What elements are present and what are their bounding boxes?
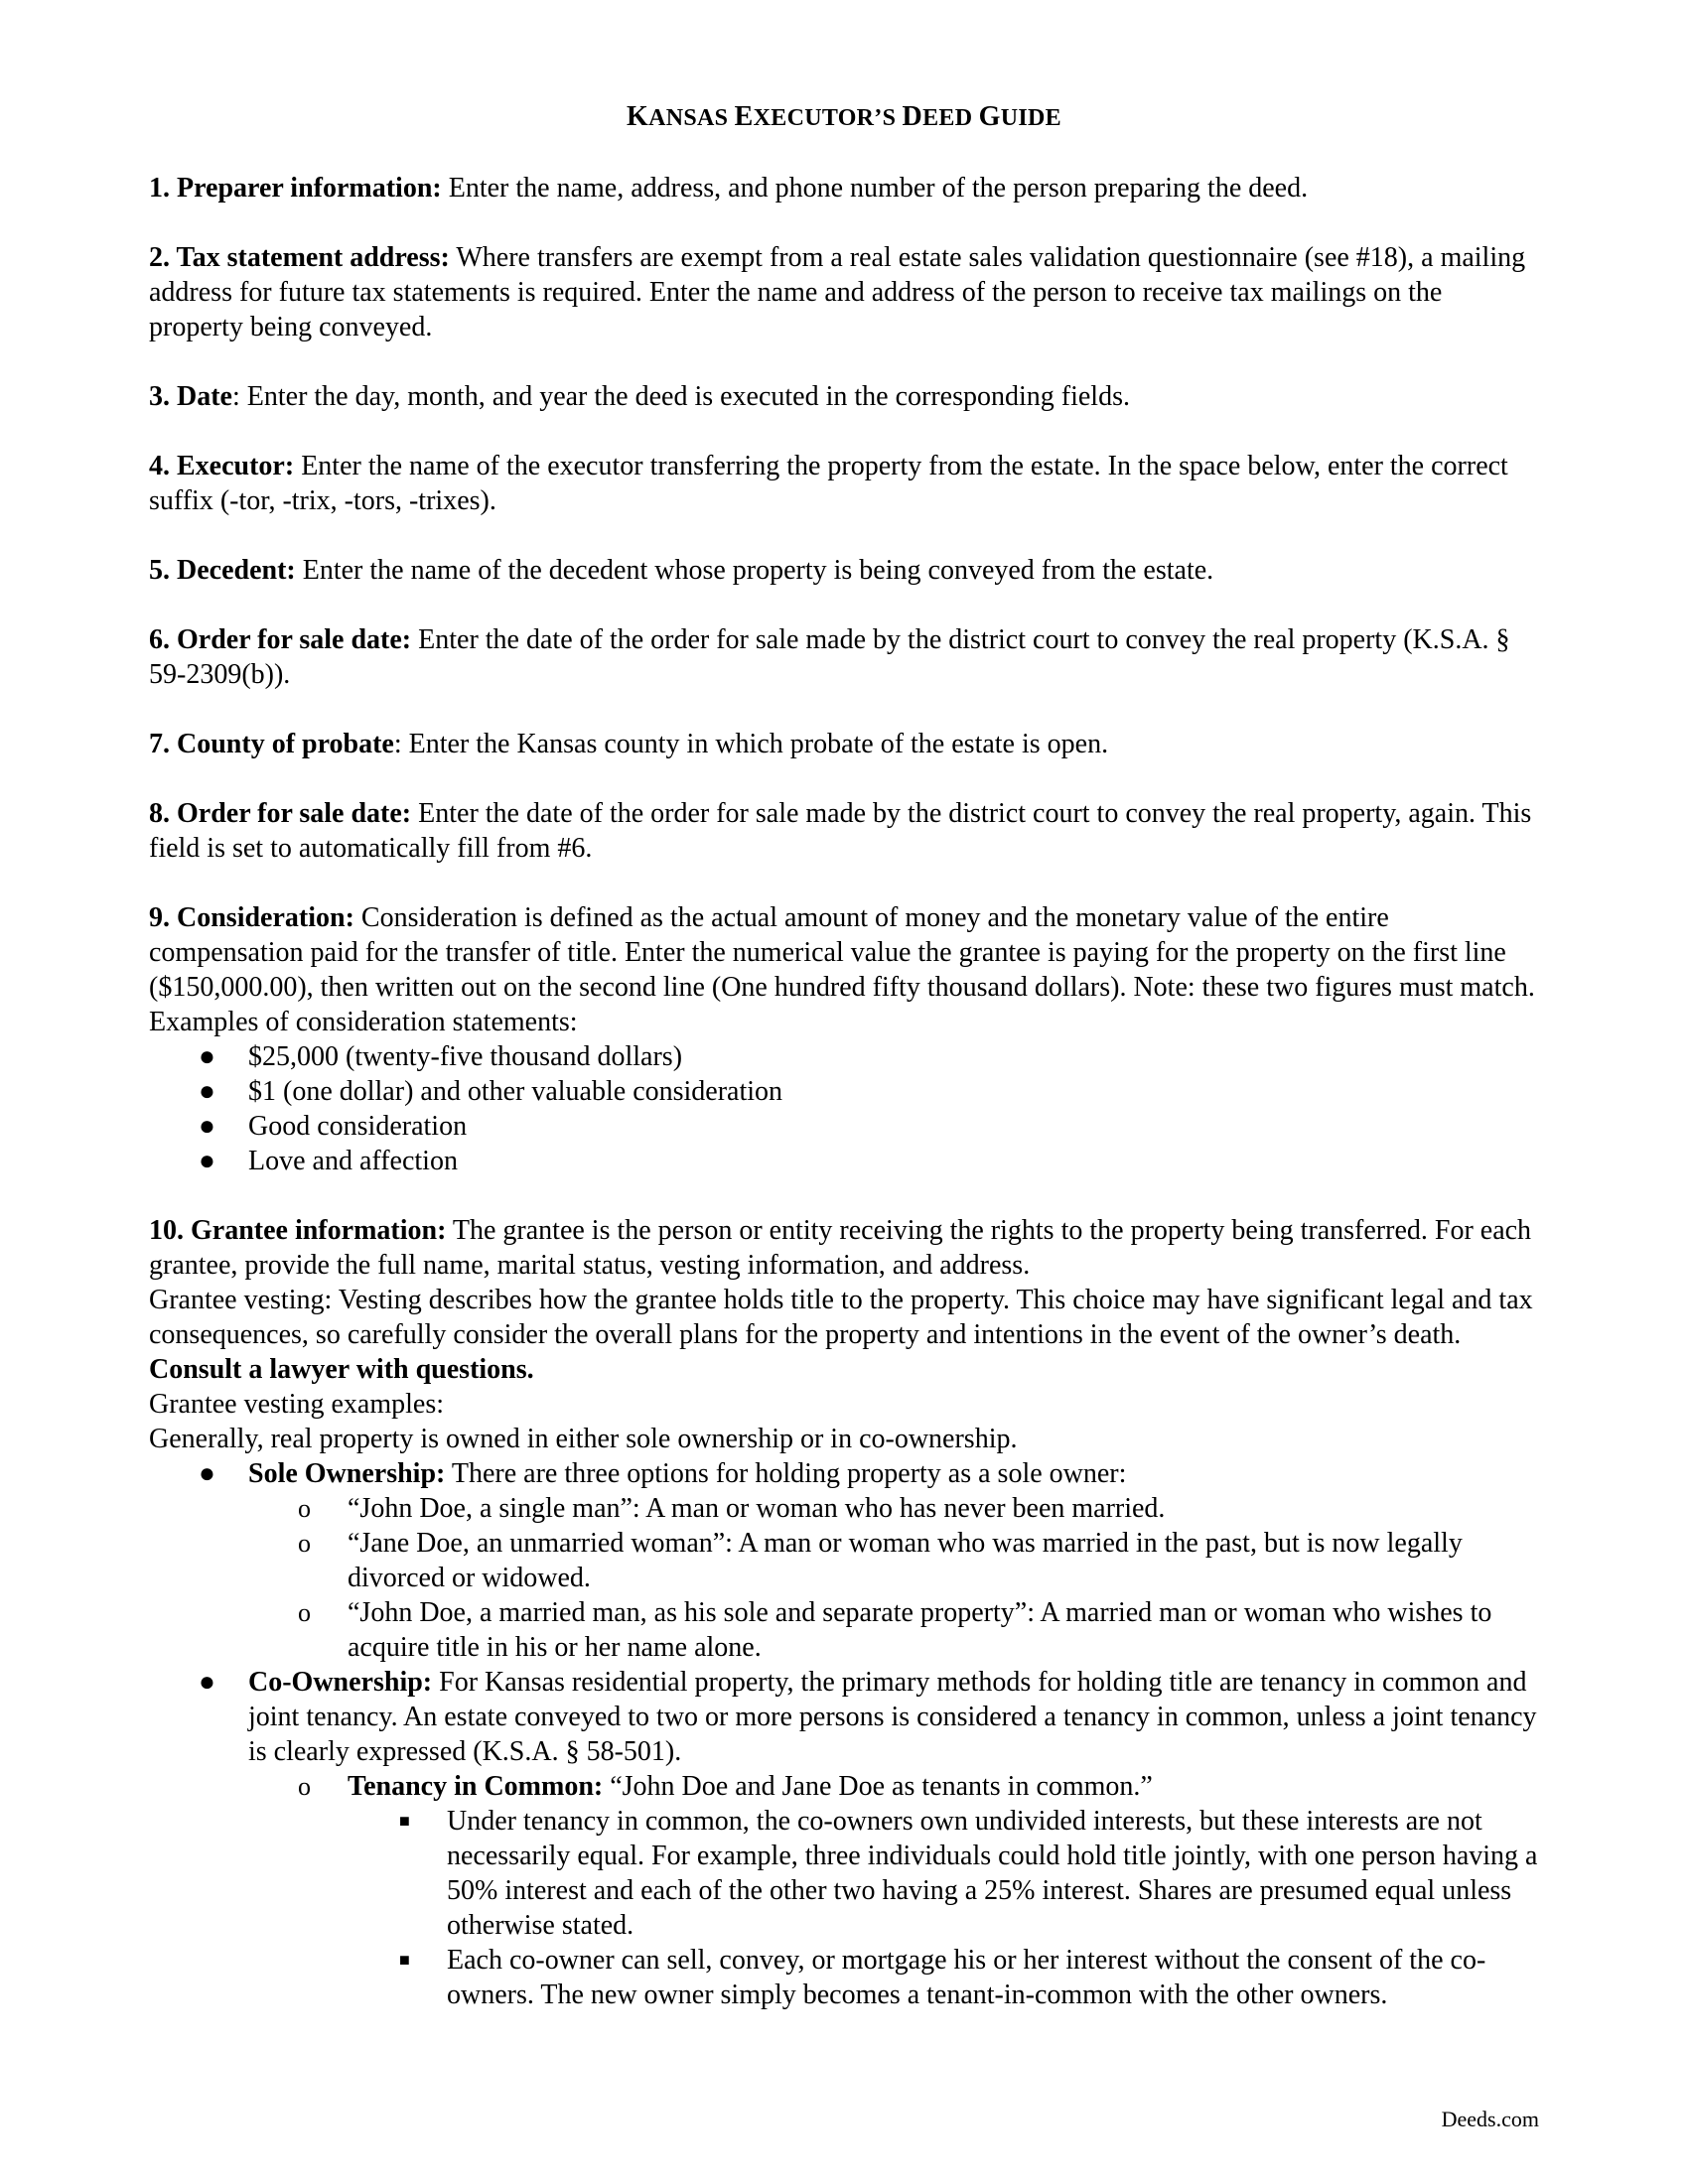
item-order-for-sale-date-again: 8. Order for sale date: Enter the date of the order for sale made by the district court to convey the real property, again. This field is set to automatically fill from #6. xyxy=(149,798,1532,864)
item-grantee-information: 10. Grantee information: The grantee is the person or entity receiving the rights to the property being transferred. For each grantee, provide the full name, marital status, vesting information, and address. xyxy=(149,1215,1532,1281)
list-item: o “Jane Doe, an unmarried woman”: A man or woman who was married in the past, but is now legally divorced or widowed. xyxy=(298,1528,1463,1593)
list-item: ■ Under tenancy in common, the co-owners own undivided interests, but these interests are not necessarily equal. For example, three individuals could hold title jointly, with one person having a 50% interest and each of the other two having a 25% interest. Shares are presumed equal unless otherwise stated. xyxy=(399,1806,1538,1941)
item-consideration: 9. Consideration: Consideration is defined as the actual amount of money and the monetary value of the entire compensation paid for the transfer of title. Enter the numerical value the grantee is paying for the property on the first line ($150,000.00), then written out on the second line (One hundred fifty thousand dollars). Note: these two figures must match. Examples of consideration statements: xyxy=(149,902,1535,1037)
footer-source: Deeds.com xyxy=(1441,2107,1539,2131)
item-date: 3. Date: Enter the day, month, and year the deed is executed in the corresponding fields. xyxy=(149,381,1130,412)
list-item: o “John Doe, a single man”: A man or woman who has never been married. xyxy=(298,1493,1166,1524)
page-title: KANSAS EXECUTOR’S DEED GUIDE xyxy=(627,101,1061,132)
ownership-types-list xyxy=(149,1456,1539,2012)
bullet-icon: ● xyxy=(199,1076,215,1107)
grantee-vesting-paragraph: Grantee vesting: Vesting describes how the grantee holds title to the property. This choice may have significant legal and tax consequences, so carefully consider the overall plans for the property and intentions in the event of the owner’s death. Consult a lawyer with questions. xyxy=(149,1285,1533,1385)
bullet-icon: ● xyxy=(199,1111,215,1142)
sole-ownership-item: ● Sole Ownership: There are three options for holding property as a sole owner: o “John Doe, a single man”: A man or woman who has never been married. o “Jane Doe, an unmarried woman”: A man or woman who was married in the past, but is now legally divorced or widowed. o “John Doe, a married man, as his sole and separate property”: A married man or woman who wishes to acquire title in his or her name alone. xyxy=(149,1456,1539,1665)
circle-bullet-icon: o xyxy=(298,1598,311,1627)
co-ownership-options xyxy=(248,1769,1539,2012)
document-content xyxy=(149,99,1539,2012)
tenancy-in-common-points xyxy=(348,1804,1539,2012)
circle-bullet-icon: o xyxy=(298,1494,311,1523)
sole-ownership-options xyxy=(248,1491,1539,1665)
square-bullet-icon: ■ xyxy=(399,1811,410,1831)
bullet-icon: ● xyxy=(199,1458,215,1489)
item-tax-statement-address: 2. Tax statement address: Where transfers are exempt from a real estate sales validation questionnaire (see #18), a mailing address for future tax statements is required. Enter the name and address of the person to receive tax mailings on the property being conveyed. xyxy=(149,242,1526,342)
tenancy-in-common-item: o Tenancy in Common: “John Doe and Jane Doe as tenants in common.” ■ Under tenancy in common, the co-owners own undivided interests, but these interests are not necessarily equal. For example, three individuals could hold title jointly, with one person having a 50% interest and each of the other two having a 25% interest. Shares are presumed equal unless otherwise stated. ■ Each co-owner can sell, convey, or mortgage his or her interest without the consent of the co-owners. The new owner simply becomes a tenant-in-common with the other owners. xyxy=(149,1769,1539,2012)
list-item: ● Love and affection xyxy=(199,1146,458,1176)
bullet-icon: ● xyxy=(199,1041,215,1072)
list-item: ● $25,000 (twenty-five thousand dollars) xyxy=(199,1041,683,1072)
bullet-icon: ● xyxy=(199,1667,215,1698)
list-item: ■ Each co-owner can sell, convey, or mortgage his or her interest without the consent of the co-owners. The new owner simply becomes a tenant-in-common with the other owners. xyxy=(399,1945,1486,2010)
co-ownership-item: ● Co-Ownership: For Kansas residential property, the primary methods for holding title are tenancy in common and joint tenancy. An estate conveyed to two or more persons is considered a tenancy in common, unless a joint tenancy is clearly expressed (K.S.A. § 58-501). o Tenancy in Common: “John Doe and Jane Doe as tenants in common.” ■ Under tenancy in common, the co-owners own undivided interests, but these interests are not necessarily equal. For example, three individuals could hold title jointly, with one person having a 50% interest and each of the other two having a 25% interest. Shares are presumed equal unless otherwise stated. ■ Each co-owner can sell, convey, or mortgage his or her interest without the consent of the co-owners. The new owner simply becomes a tenant-in-common with the other owners. xyxy=(149,1665,1539,2012)
circle-bullet-icon: o xyxy=(298,1529,311,1558)
list-item: ● Good consideration xyxy=(199,1111,468,1142)
item-decedent: 5. Decedent: Enter the name of the decedent whose property is being conveyed from the estate. xyxy=(149,555,1214,586)
item-preparer-information: 1. Preparer information: Enter the name, address, and phone number of the person preparing the deed. xyxy=(149,173,1309,204)
list-item: ● $1 (one dollar) and other valuable consideration xyxy=(199,1076,783,1107)
item-county-of-probate: 7. County of probate: Enter the Kansas county in which probate of the estate is open. xyxy=(149,729,1109,759)
item-executor: 4. Executor: Enter the name of the executor transferring the property from the estate. In the space below, enter the correct suffix (-tor, -trix, -tors, -trixes). xyxy=(149,451,1508,516)
grantee-generally-paragraph: Generally, real property is owned in either sole ownership or in co-ownership. xyxy=(149,1424,1018,1454)
grantee-vesting-examples-heading: Grantee vesting examples: xyxy=(149,1389,445,1420)
list-item: o “John Doe, a married man, as his sole and separate property”: A married man or woman who wishes to acquire title in his or her name alone. xyxy=(298,1597,1492,1663)
item-order-for-sale-date: 6. Order for sale date: Enter the date of the order for sale made by the district court to convey the real property (K.S.A. § 59-2309(b)). xyxy=(149,624,1510,690)
bullet-icon: ● xyxy=(199,1146,215,1176)
consideration-examples-list xyxy=(149,1039,1539,1178)
square-bullet-icon: ■ xyxy=(399,1950,410,1970)
circle-bullet-icon: o xyxy=(298,1772,311,1801)
